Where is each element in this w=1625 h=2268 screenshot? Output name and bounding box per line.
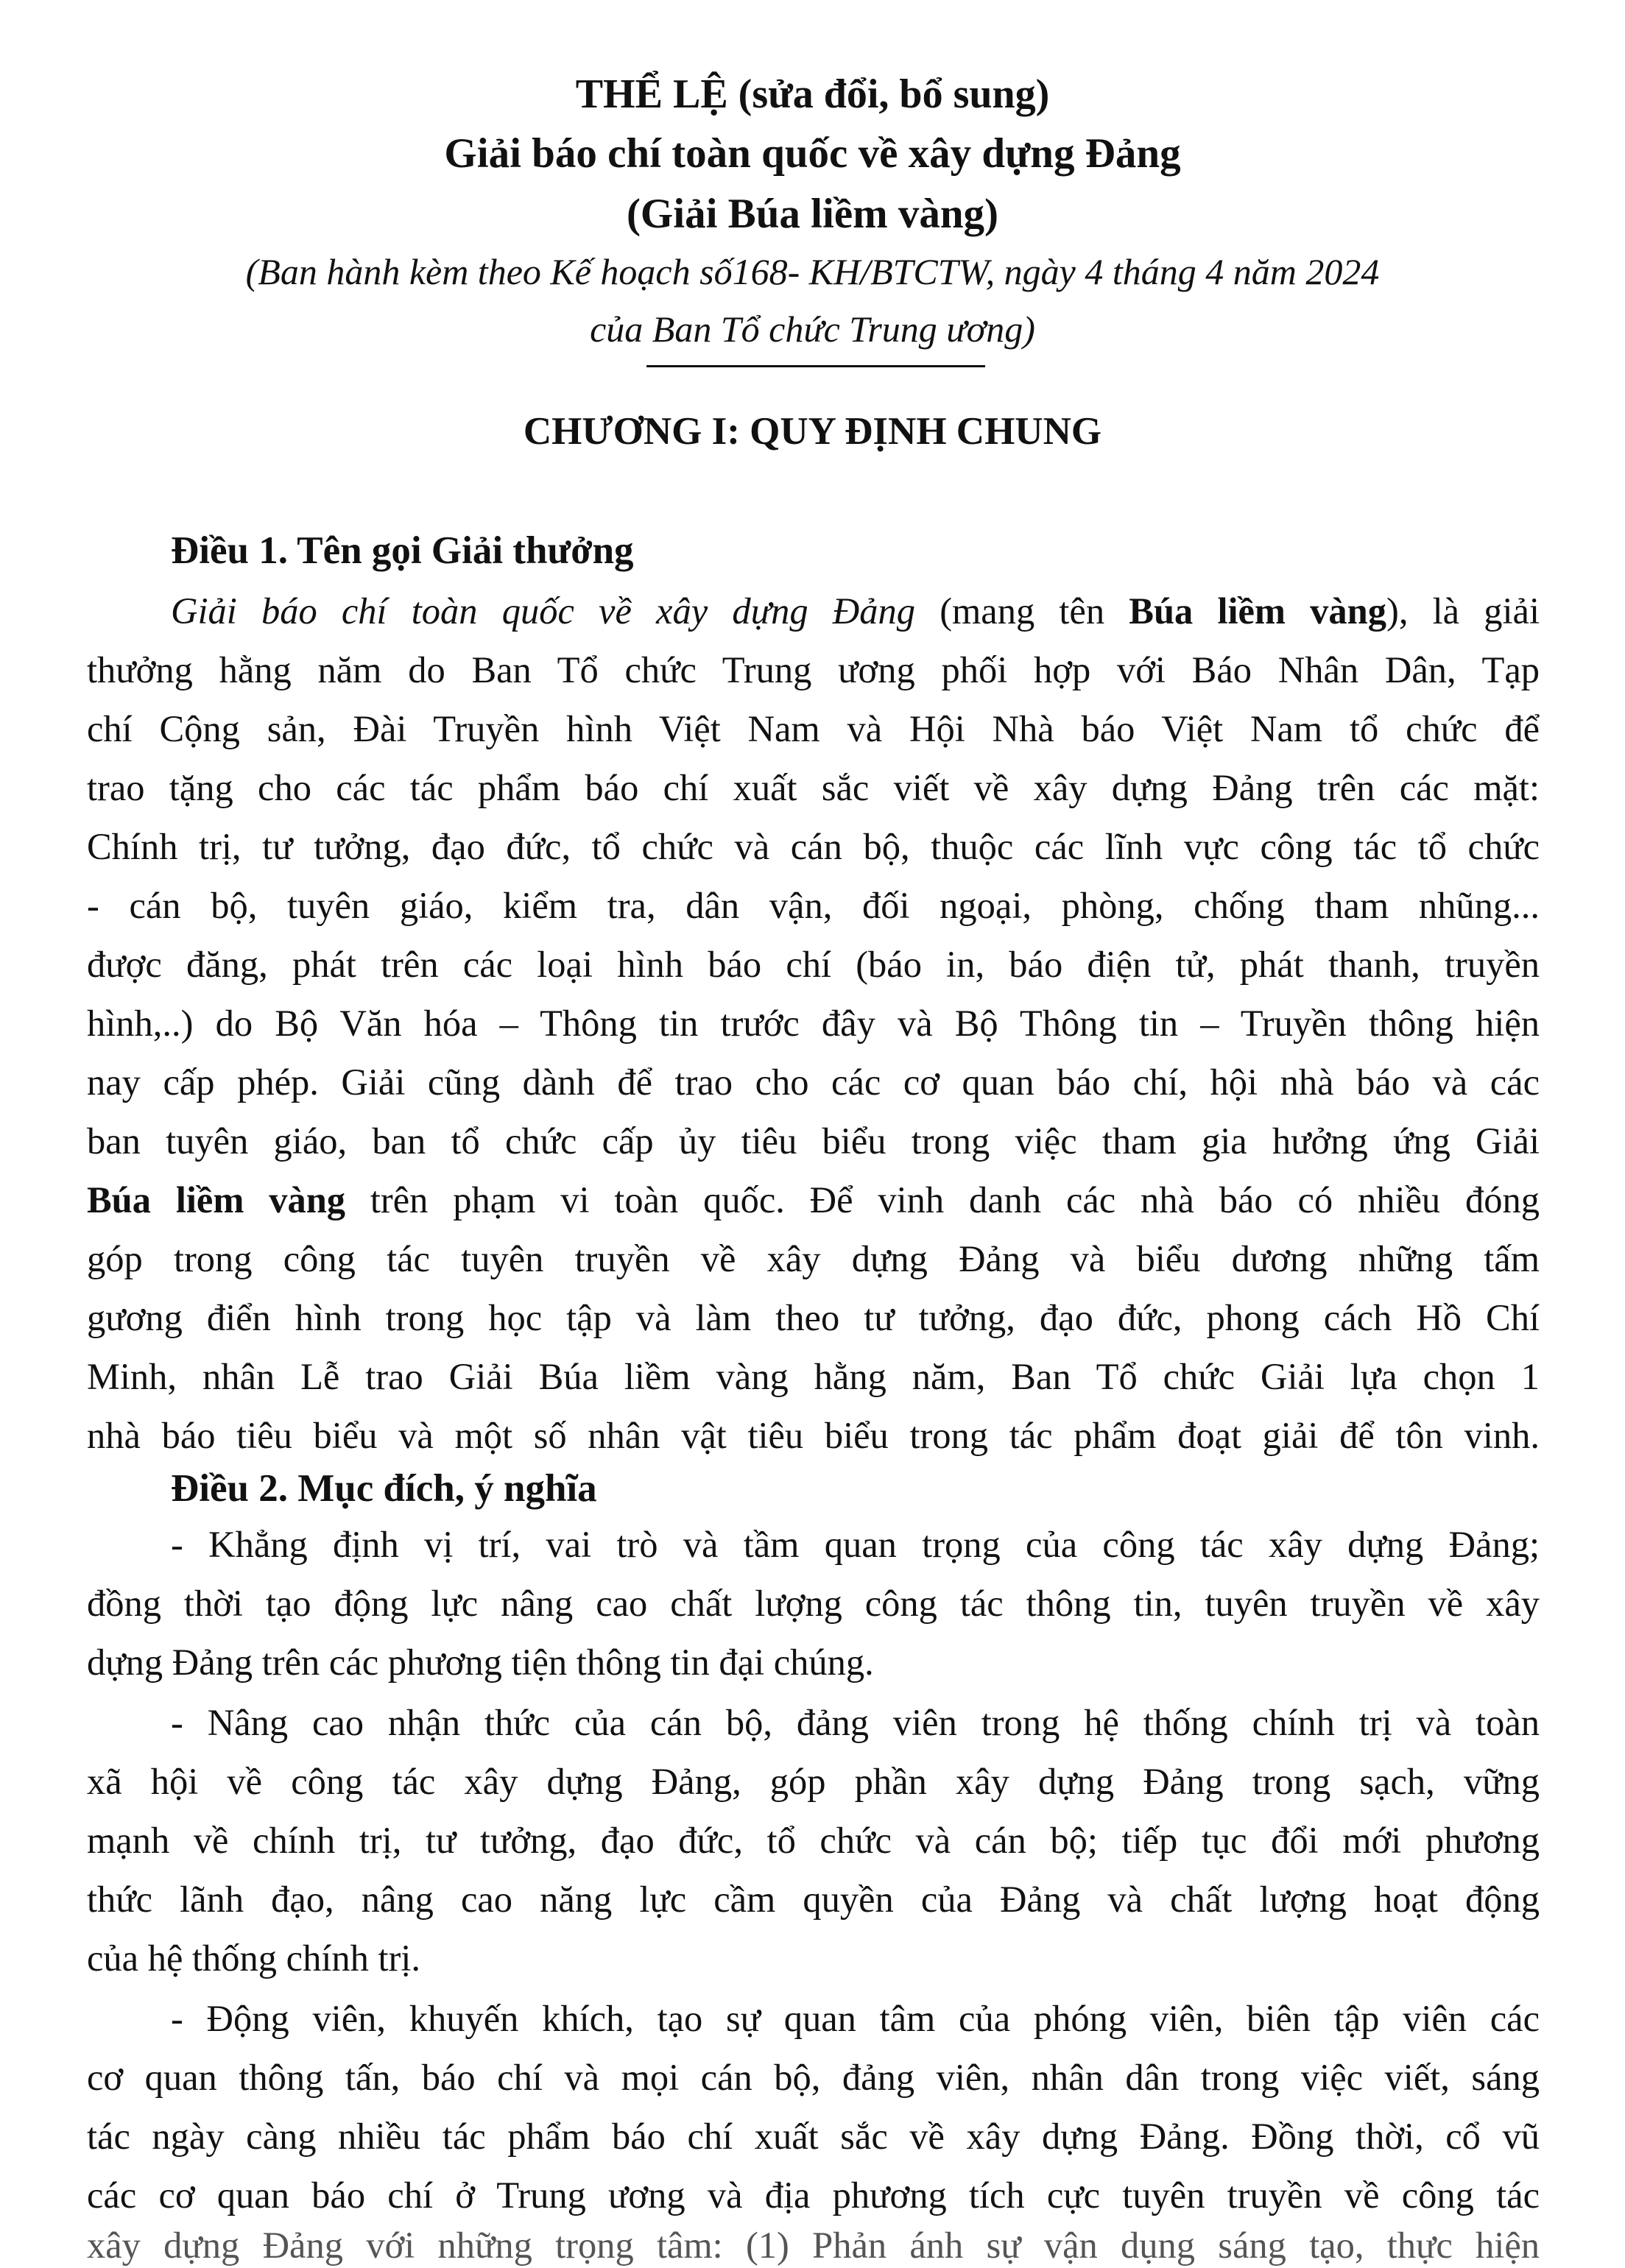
paragraph-line: - Nâng cao nhận thức của cán bộ, đảng viên trong hệ thống chính trị và toàn bbox=[171, 1702, 1540, 1743]
paragraph-line: các cơ quan báo chí ở Trung ương và địa phương tích cực tuyên truyền về công tác bbox=[87, 2175, 1540, 2216]
paragraph-line: mạnh về chính trị, tư tưởng, đạo đức, tổ chức và cán bộ; tiếp tục đổi mới phương bbox=[87, 1820, 1540, 1861]
article-2-heading: Điều 2. Mục đích, ý nghĩa bbox=[171, 1467, 597, 1510]
paragraph-line: - Khẳng định vị trí, vai trò và tầm quan trọng của công tác xây dựng Đảng; bbox=[171, 1524, 1540, 1565]
paragraph-line: hình,..) do Bộ Văn hóa – Thông tin trước đây và Bộ Thông tin – Truyền thông hiện bbox=[87, 1003, 1540, 1044]
paragraph-line: cơ quan thông tấn, báo chí và mọi cán bộ, đảng viên, nhân dân trong việc viết, sáng bbox=[87, 2057, 1540, 2098]
paragraph-line: được đăng, phát trên các loại hình báo chí (báo in, báo điện tử, phát thanh, truyền bbox=[87, 944, 1540, 985]
paragraph-line: Minh, nhân Lễ trao Giải Búa liềm vàng hằng năm, Ban Tổ chức Giải lựa chọn 1 bbox=[87, 1356, 1540, 1397]
paragraph-line: của hệ thống chính trị. bbox=[87, 1937, 420, 1979]
paragraph-line: xã hội về công tác xây dựng Đảng, góp phần xây dựng Đảng trong sạch, vững bbox=[87, 1761, 1540, 1802]
paragraph-line: nhà báo tiêu biểu và một số nhân vật tiêu biểu trong tác phẩm đoạt giải để tôn vinh. bbox=[87, 1415, 1540, 1456]
paragraph-line: thưởng hằng năm do Ban Tổ chức Trung ương phối hợp với Báo Nhân Dân, Tạp bbox=[87, 649, 1540, 690]
award-name: Giải báo chí toàn quốc về xây dựng Đảng bbox=[444, 130, 1181, 177]
paragraph-line: góp trong công tác tuyên truyền về xây dựng Đảng và biểu dương những tấm bbox=[87, 1238, 1540, 1279]
award-name-italic: Giải báo chí toàn quốc về xây dựng Đảng bbox=[171, 590, 916, 632]
award-nickname: (Giải Búa liềm vàng) bbox=[626, 191, 999, 237]
award-nickname-bold: Búa liềm vàng bbox=[87, 1179, 346, 1220]
article-1-line-11: Búa liềm vàng trên phạm vi toàn quốc. Để vinh danh các nhà báo có nhiều đóng bbox=[87, 1179, 1540, 1220]
paragraph-line: tác ngày càng nhiều tác phẩm báo chí xuất sắc về xây dựng Đảng. Đồng thời, cổ vũ bbox=[87, 2116, 1540, 2157]
article-1-line-1: Giải báo chí toàn quốc về xây dựng Đảng (mang tên Búa liềm vàng), là giải bbox=[171, 590, 1540, 632]
document-title: THỂ LỆ (sửa đổi, bổ sung) bbox=[575, 71, 1050, 117]
paragraph-line: thức lãnh đạo, nâng cao năng lực cầm quyền của Đảng và chất lượng hoạt động bbox=[87, 1879, 1540, 1920]
paragraph-line: - Động viên, khuyến khích, tạo sự quan tâm của phóng viên, biên tập viên các bbox=[171, 1998, 1540, 2039]
paragraph-line: đồng thời tạo động lực nâng cao chất lượng công tác thông tin, tuyên truyền về xây bbox=[87, 1583, 1540, 1624]
paragraph-line: xây dựng Đảng với những trọng tâm: (1) Phản ánh sự vận dụng sáng tạo, thực hiện bbox=[87, 2225, 1540, 2266]
issuance-note: (Ban hành kèm theo Kế hoạch số168- KH/BTCTW, ngày 4 tháng 4 năm 2024 bbox=[245, 251, 1380, 292]
paragraph-line: chí Cộng sản, Đài Truyền hình Việt Nam và Hội Nhà báo Việt Nam tổ chức để bbox=[87, 708, 1540, 749]
award-nickname-bold: Búa liềm vàng bbox=[1129, 590, 1387, 632]
paragraph-line: trao tặng cho các tác phẩm báo chí xuất sắc viết về xây dựng Đảng trên các mặt: bbox=[87, 767, 1540, 808]
title-divider bbox=[646, 365, 985, 367]
paragraph-line: gương điển hình trong học tập và làm theo tư tưởng, đạo đức, phong cách Hồ Chí bbox=[87, 1297, 1540, 1338]
paragraph-line: dựng Đảng trên các phương tiện thông tin đại chúng. bbox=[87, 1642, 874, 1683]
article-1-heading: Điều 1. Tên gọi Giải thưởng bbox=[171, 529, 634, 572]
issuance-note-issuer: của Ban Tổ chức Trung ương) bbox=[590, 308, 1035, 350]
paragraph-line: nay cấp phép. Giải cũng dành để trao cho các cơ quan báo chí, hội nhà báo và các bbox=[87, 1061, 1540, 1103]
chapter-heading: CHƯƠNG I: QUY ĐỊNH CHUNG bbox=[523, 410, 1102, 453]
paragraph-line: Chính trị, tư tưởng, đạo đức, tổ chức và cán bộ, thuộc các lĩnh vực công tác tổ chức bbox=[87, 826, 1540, 867]
paragraph-line: - cán bộ, tuyên giáo, kiểm tra, dân vận, đối ngoại, phòng, chống tham nhũng... bbox=[87, 885, 1540, 926]
paragraph-line: ban tuyên giáo, ban tổ chức cấp ủy tiêu biểu trong việc tham gia hưởng ứng Giải bbox=[87, 1120, 1540, 1162]
